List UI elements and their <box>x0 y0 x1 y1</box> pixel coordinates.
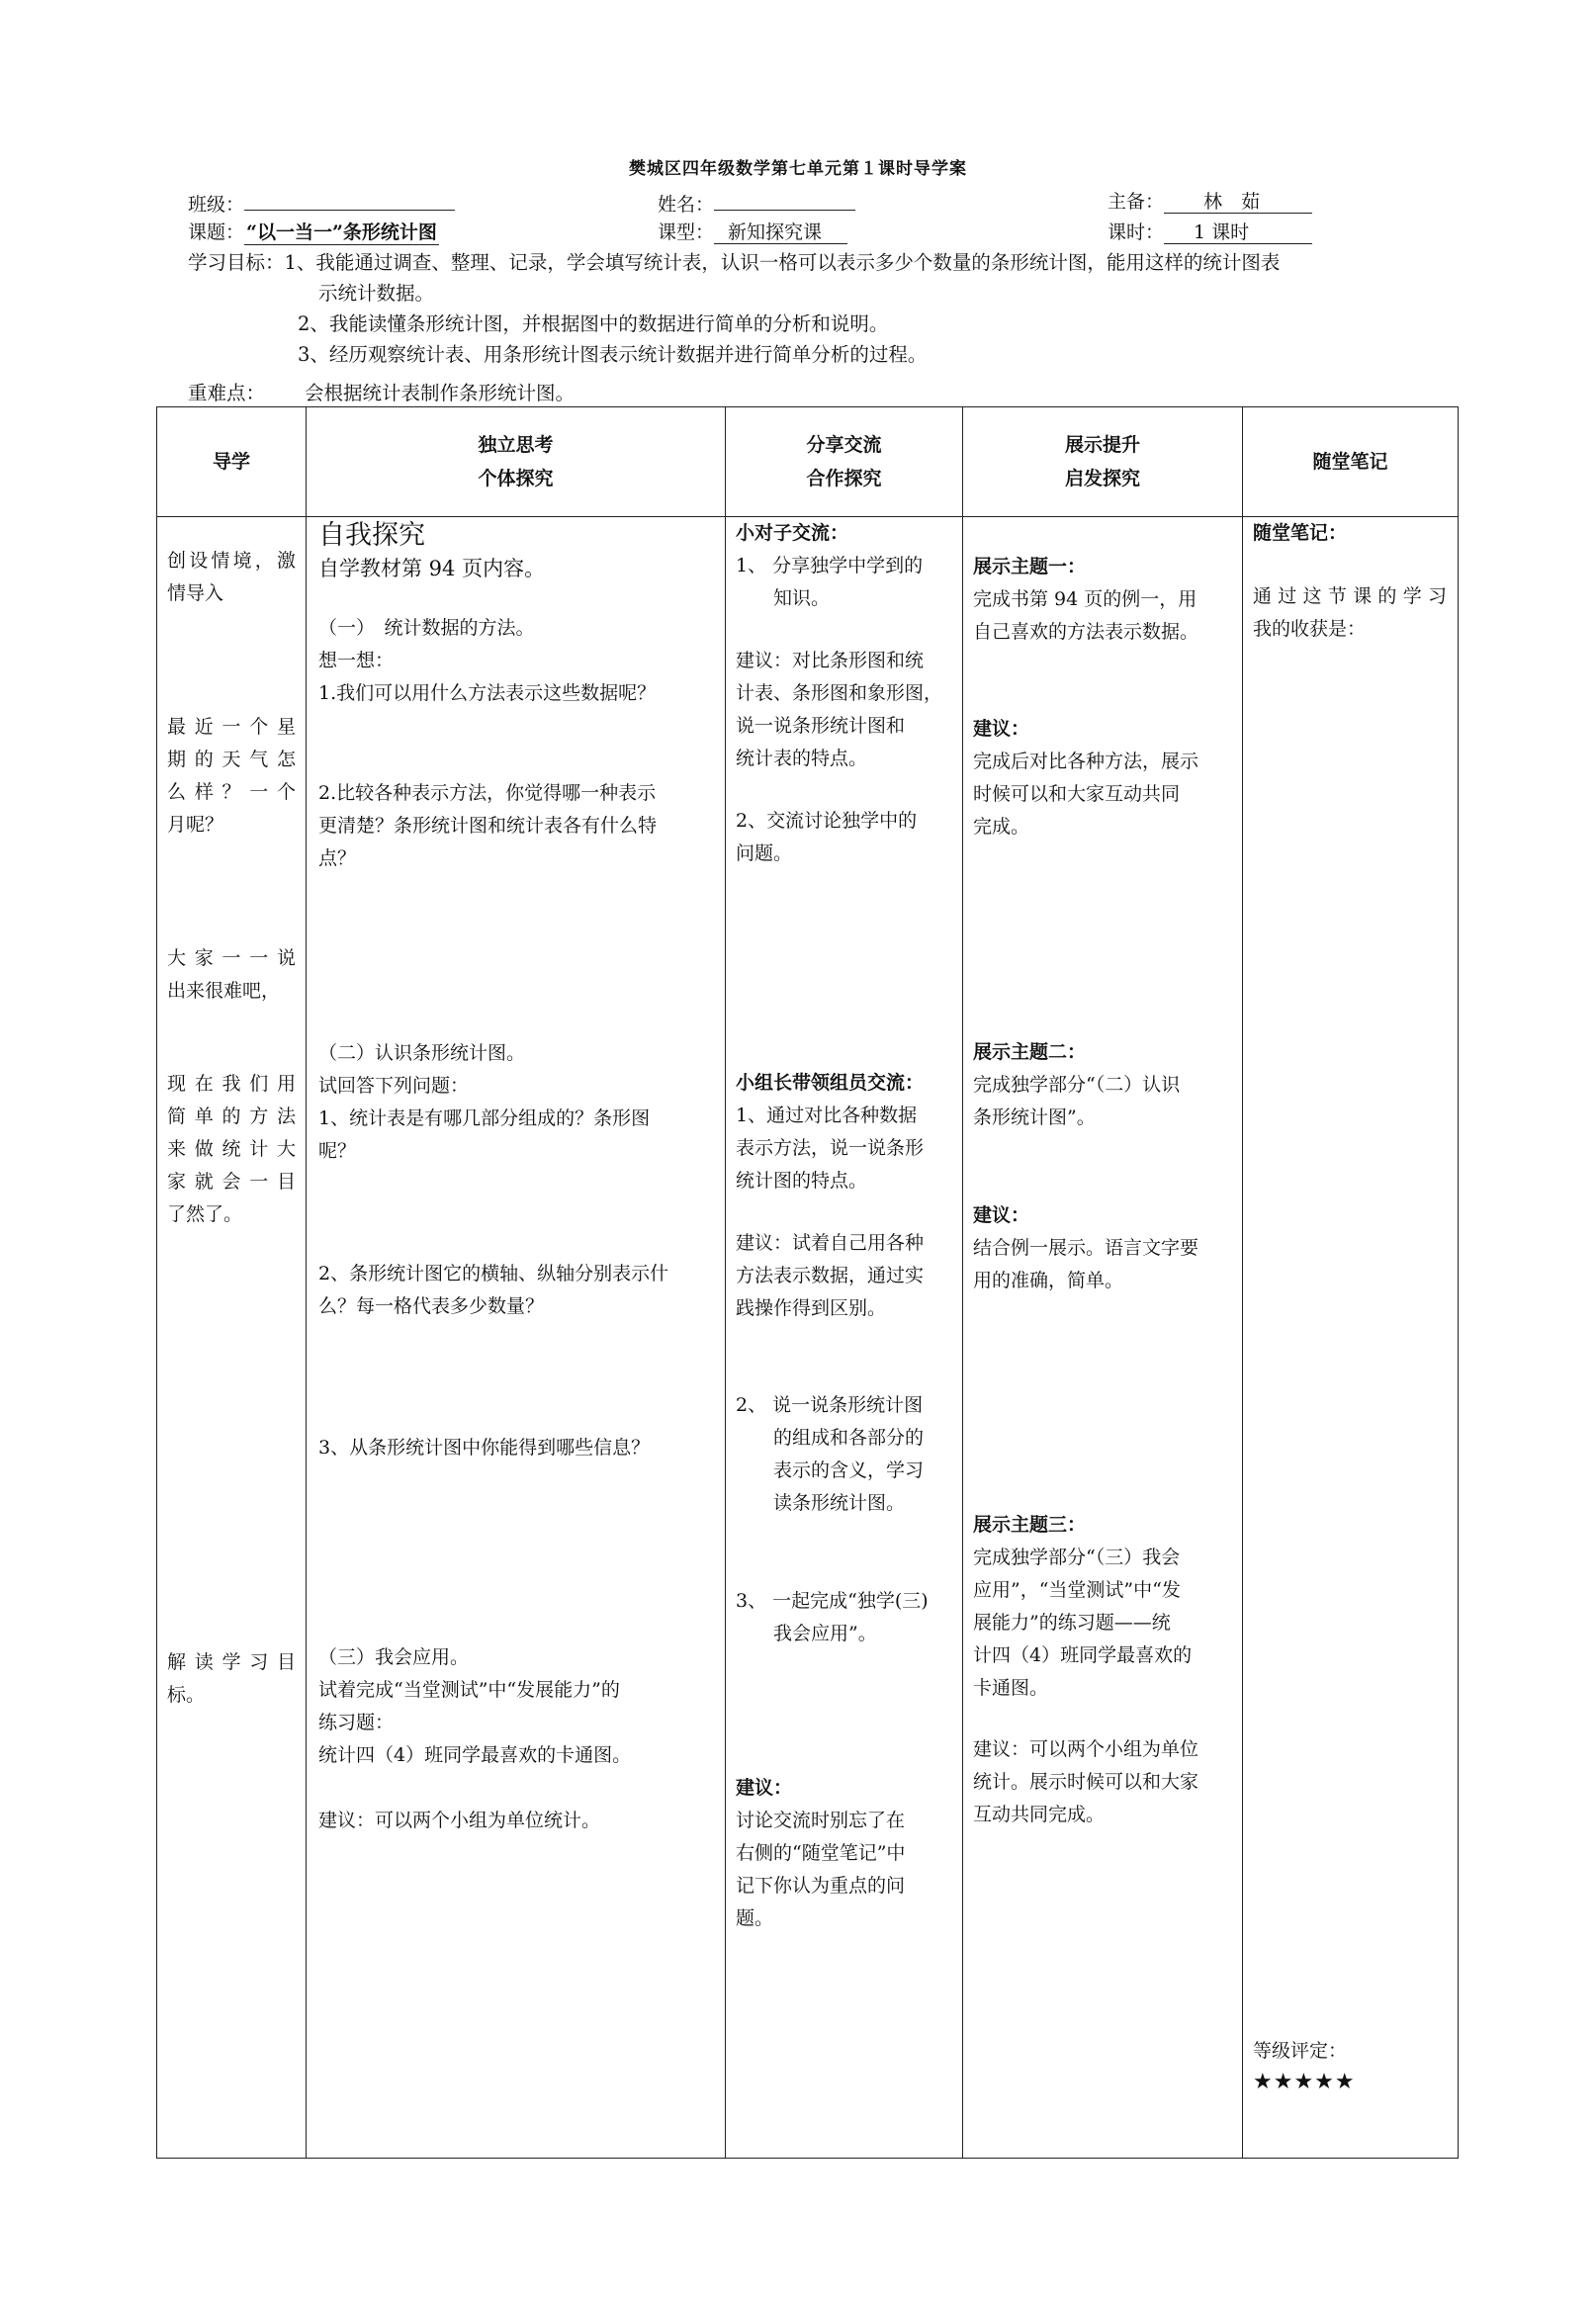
topic-value: “以一当一”条形统计图 <box>246 221 437 243</box>
show-theme-3-title: 展示主题三： <box>973 1514 1087 1536</box>
group-item-2: 2、 说一说条形统计图 的组成和各部分的 表示的含义，学习 读条形统计图。 <box>736 1394 925 1514</box>
show-theme-1: 完成书第 94 页的例一，用 自己喜欢的方法表示数据。 <box>973 588 1199 643</box>
show-theme-2: 完成独学部分“（二）认识 条形统计图”。 <box>973 1074 1181 1128</box>
guide-block-4: 现在我们用 简单的方法 来做统计大 家就会一目 了然了。 <box>167 1073 296 1225</box>
section-1: （一） 统计数据的方法。 想一想： 1.我们可以用什么方法表示这些数据呢？ <box>318 612 656 710</box>
author-field: 主备： 林 茹 <box>1108 187 1312 214</box>
keypoint-value: 会根据统计表制作条形统计图。 <box>305 382 576 404</box>
discussion-suggestion-heading: 建议： <box>736 1777 793 1799</box>
meta-row-2 <box>188 218 1473 247</box>
goals-label: 学习目标： <box>188 251 285 274</box>
grade-stars[interactable]: ★★★★★ <box>1253 2070 1356 2094</box>
period-field: 课时： 1 课时 <box>1108 218 1312 244</box>
guide-cell <box>157 517 307 2159</box>
show-theme-2-suggestion-title: 建议： <box>973 1204 1030 1226</box>
independent-cell <box>307 517 726 2159</box>
group-exchange-heading: 小组长带领组员交流： <box>736 1072 925 1094</box>
header-show: 展示提升 启发探究 <box>963 407 1243 517</box>
show-theme-1-suggestion: 完成后对比各种方法，展示 时候可以和大家互动共同 完成。 <box>973 751 1199 838</box>
self-explore-sub: 自学教材第 94 页内容。 <box>318 557 546 580</box>
pair-item-2: 2、交流讨论独学中的 问题。 <box>736 810 918 864</box>
key-difficulty <box>188 378 575 405</box>
header-independent: 独立思考 个体探究 <box>307 407 726 517</box>
class-field: 班级： <box>188 187 455 217</box>
show-cell <box>963 517 1243 2159</box>
lesson-table <box>156 406 1459 2159</box>
section-3-suggestion: 建议：可以两个小组为单位统计。 <box>318 1810 601 1831</box>
show-theme-3: 完成独学部分“（三）我会 应用”，“当堂测试”中“发 展能力”的练习题——统 计四（4）班同学最喜欢的 卡通图。 <box>973 1547 1193 1699</box>
learning-goals <box>188 247 1463 370</box>
header-guide: 导学 <box>157 407 307 517</box>
show-theme-3-suggestion: 建议：可以两个小组为单位 统计。展示时候可以和大家 互动共同完成。 <box>973 1738 1199 1825</box>
name-field: 姓名： <box>658 187 855 217</box>
show-theme-2-title: 展示主题二： <box>973 1041 1087 1063</box>
goal-3: 3、经历观察统计表、用条形统计图表示统计数据并进行简单分析的过程。 <box>298 343 928 366</box>
group-item-1: 1、通过对比各种数据 表示方法，说一说条形 统计图的特点。 <box>736 1105 925 1192</box>
section-2: （二）认识条形统计图。 试回答下列问题： 1、统计表是有哪几部分组成的？条形图 呢？ <box>318 1042 651 1162</box>
keypoint-label: 重难点： <box>188 382 266 404</box>
goal-1: 1、我能通过调查、整理、记录，学会填写统计表，认识一格可以表示多少个数量的条形统计图，能用这样的统计图表 <box>284 251 1281 274</box>
discussion-suggestion: 讨论交流时别忘了在 右侧的“随堂笔记”中 记下你认为重点的问 题。 <box>736 1810 906 1929</box>
guide-block-3: 大家一一说 出来很难吧， <box>167 947 296 1002</box>
period-value: 1 课时 <box>1164 221 1312 244</box>
guide-block-2: 最近一个星 期的天气怎 么样？一个 月呢？ <box>167 716 296 836</box>
table-header-row <box>157 407 1459 517</box>
class-value[interactable] <box>244 187 455 211</box>
guide-block-1: 创设情境，激 情导入 <box>167 550 296 604</box>
goal-1-cont: 示统计数据。 <box>318 282 435 305</box>
meta-row-1 <box>188 187 1473 217</box>
show-theme-2-suggestion: 结合例一展示。语言文字要 用的准确，简单。 <box>973 1237 1199 1291</box>
document-title: 樊城区四年级数学第七单元第１课时导学案 <box>629 159 967 179</box>
header-notes: 随堂笔记 <box>1243 407 1459 517</box>
author-value: 林 茹 <box>1164 191 1312 214</box>
question-5: 3、从条形统计图中你能得到哪些信息？ <box>318 1437 651 1459</box>
show-theme-1-suggestion-title: 建议： <box>973 718 1030 740</box>
group-item-3: 3、 一起完成“独学(三) 我会应用”。 <box>736 1590 929 1644</box>
notes-cell <box>1243 517 1459 2159</box>
table-body-row <box>157 517 1459 2159</box>
question-1: 1.我们可以用什么方法表示这些数据呢？ <box>318 682 657 704</box>
share-cell <box>726 517 963 2159</box>
guide-block-5: 解读学习目 标。 <box>167 1651 296 1706</box>
name-value[interactable] <box>714 187 855 211</box>
grade-label: 等级评定： <box>1253 2040 1348 2062</box>
pair-suggestion: 建议：对比条形图和统 计表、条形图和象形图， 说一说条形统计图和 统计表的特点。 <box>736 650 943 769</box>
goal-2: 2、我能读懂条形统计图，并根据图中的数据进行简单的分析和说明。 <box>298 312 889 335</box>
question-2: 2.比较各种表示方法，你觉得哪一种表示 更清楚？条形统计图和统计表各有什么特 点？ <box>318 782 658 869</box>
question-4: 2、条形统计图它的横轴、纵轴分别表示什 么？每一格代表多少数量？ <box>318 1263 669 1317</box>
show-theme-1-title: 展示主题一： <box>973 556 1087 577</box>
type-field: 课型： 新知探究课 <box>658 218 847 244</box>
section-3: （三）我会应用。 试着完成“当堂测试”中“发展能力”的 练习题： 统计四（4）班同学最喜欢的卡通图。 建议：可以两个小组为单位统计。 <box>318 1641 631 1837</box>
notes-heading: 随堂笔记： <box>1253 522 1348 544</box>
self-explore-heading: 自我探究 <box>318 520 425 551</box>
type-value: 新知探究课 <box>714 221 847 244</box>
pair-exchange-heading: 小对子交流： <box>736 522 849 544</box>
notes-prompt: 通过这节课的学习 我的收获是： <box>1253 585 1447 640</box>
header-share: 分享交流 合作探究 <box>726 407 963 517</box>
group-suggestion: 建议：试着自己用各种 方法表示数据，通过实 践操作得到区别。 <box>736 1232 925 1319</box>
topic-field: 课题： “以一当一”条形统计图 <box>188 221 437 243</box>
question-3a: 1、统计表是有哪几部分组成的？条形图 <box>318 1107 651 1129</box>
pair-item-1: 1、 分享独学中学到的 知识。 <box>736 555 924 609</box>
